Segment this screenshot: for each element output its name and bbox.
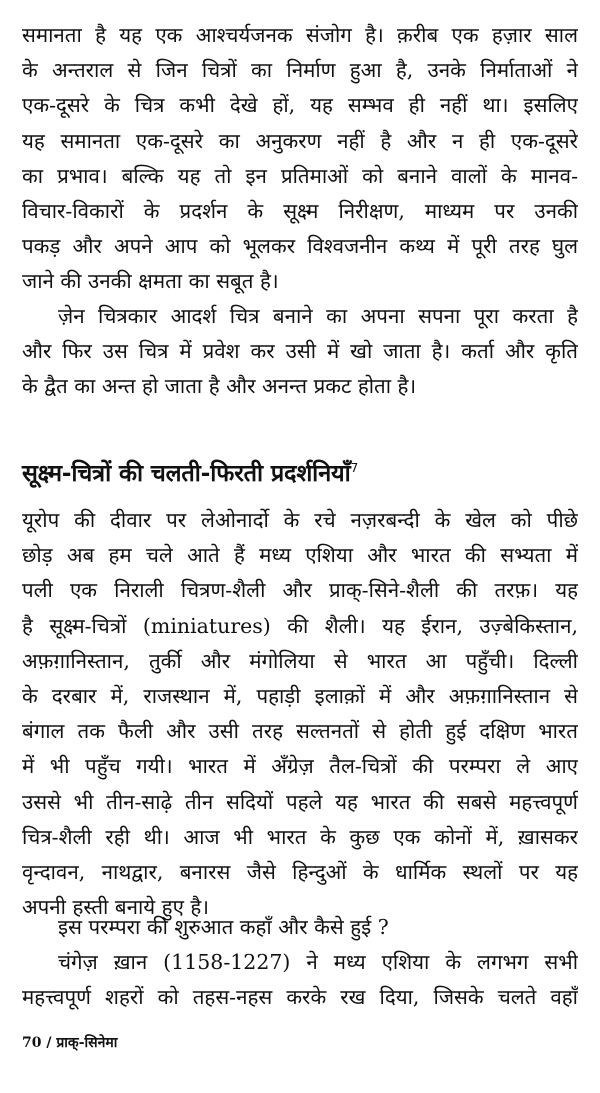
paragraph-1 <box>22 18 578 300</box>
text-line: के अन्तराल से जिन चित्रों का निर्माण हुआ है, उनके निर्माताओं ने <box>22 58 578 83</box>
text-line: के दरबार में, राजस्थान में, पहाड़ी इलाक़ों में और अफ़ग़ानिस्तान से <box>22 683 578 708</box>
text-line: यह समानता एक-दूसरे का अनुकरण नहीं है और न ही एक-दूसरे <box>22 128 578 153</box>
text-line: अफ़ग़ानिस्तान, तुर्की और मंगोलिया से भारत आ पहुँची। दिल्ली <box>22 648 578 673</box>
paragraph-4 <box>22 910 578 945</box>
text-line: पली एक निराली चित्रण-शैली और प्राक्-सिने-शैली की तरफ़। यह <box>22 578 578 603</box>
text-line: एक-दूसरे के चित्र कभी देखे हों, यह सम्भव ही नहीं था। इसलिए <box>22 93 578 118</box>
text-line: विचार-विकारों के प्रदर्शन के सूक्ष्म निरीक्षण, माध्यम पर उनकी <box>22 198 578 223</box>
section-heading-text: सूक्ष्म-चित्रों की चलती-फिरती प्रदर्शनियाँ <box>22 458 351 487</box>
text-line: उससे भी तीन-साढ़े तीन सदियों पहले यह भारत की सबसे महत्त्वपूर्ण <box>22 789 578 814</box>
text-line: छोड़ अब हम चले आते हैं मध्य एशिया और भारत की सभ्यता में <box>22 543 578 568</box>
text-line: ज़ेन चित्रकार आदर्श चित्र बनाने का अपना सपना पूरा करता है <box>58 304 578 328</box>
text-line: जाने की उनकी क्षमता का सबूत है। <box>22 269 279 294</box>
text-line: का प्रभाव। बल्कि यह तो इन प्रतिमाओं को बनाने वालों के मानव- <box>22 163 578 188</box>
text-line: है सूक्ष्म-चित्रों (miniatures) की शैली। यह ईरान, उज़्बेकिस्तान, <box>22 613 578 638</box>
paragraph-2 <box>22 299 578 405</box>
paragraph-5 <box>22 945 578 1015</box>
page-footer: 70 / प्राक्-सिनेमा <box>22 1035 118 1051</box>
text-line: महत्त्वपूर्ण शहरों को तहस-नहस करके रख दिया, जिसके चलते वहाँ <box>22 985 578 1010</box>
text-line: अपनी हस्ती बनाये हुए है। <box>22 895 210 920</box>
text-line: बंगाल तक फैली और उसी तरह सल्तनतों से होती हुई दक्षिण भारत <box>22 719 578 744</box>
text-line: इस परम्परा की शुरुआत कहाँ और कैसे हुई ? <box>58 915 389 939</box>
text-line: के द्वैत का अन्त हो जाता है और अनन्त प्रकट होता है। <box>22 374 417 399</box>
text-line: में भी पहुँच गयी। भारत में अँग्रेज़ तैल-चित्रों की परम्परा ले आए <box>22 754 578 779</box>
text-line: पकड़ और अपने आप को भूलकर विश्वजनीन कथ्य में पूरी तरह घुल <box>22 234 578 259</box>
paragraph-3 <box>22 503 578 925</box>
text-line: और फिर उस चित्र में प्रवेश कर उसी में खो जाता है। कर्ता और कृति <box>22 339 578 364</box>
text-line: वृन्दावन, नाथद्वार, बनारस जैसे हिन्दुओं के धार्मिक स्थलों पर यह <box>22 859 578 884</box>
text-line: चंगेज़ ख़ान (1158-1227) ने मध्य एशिया के लगभग सभी <box>58 950 578 974</box>
section-heading <box>22 448 578 493</box>
text-line: यूरोप की दीवार पर लेओनार्दो के रचे नज़रबन्दी के खेल को पीछे <box>22 508 578 532</box>
footnote-marker: 7 <box>350 461 358 475</box>
text-line: समानता है यह एक आश्चर्यजनक संजोग है। क़रीब एक हज़ार साल <box>22 23 578 47</box>
text-line: चित्र-शैली रही थी। आज भी भारत के कुछ एक कोनों में, ख़ासकर <box>22 824 578 849</box>
